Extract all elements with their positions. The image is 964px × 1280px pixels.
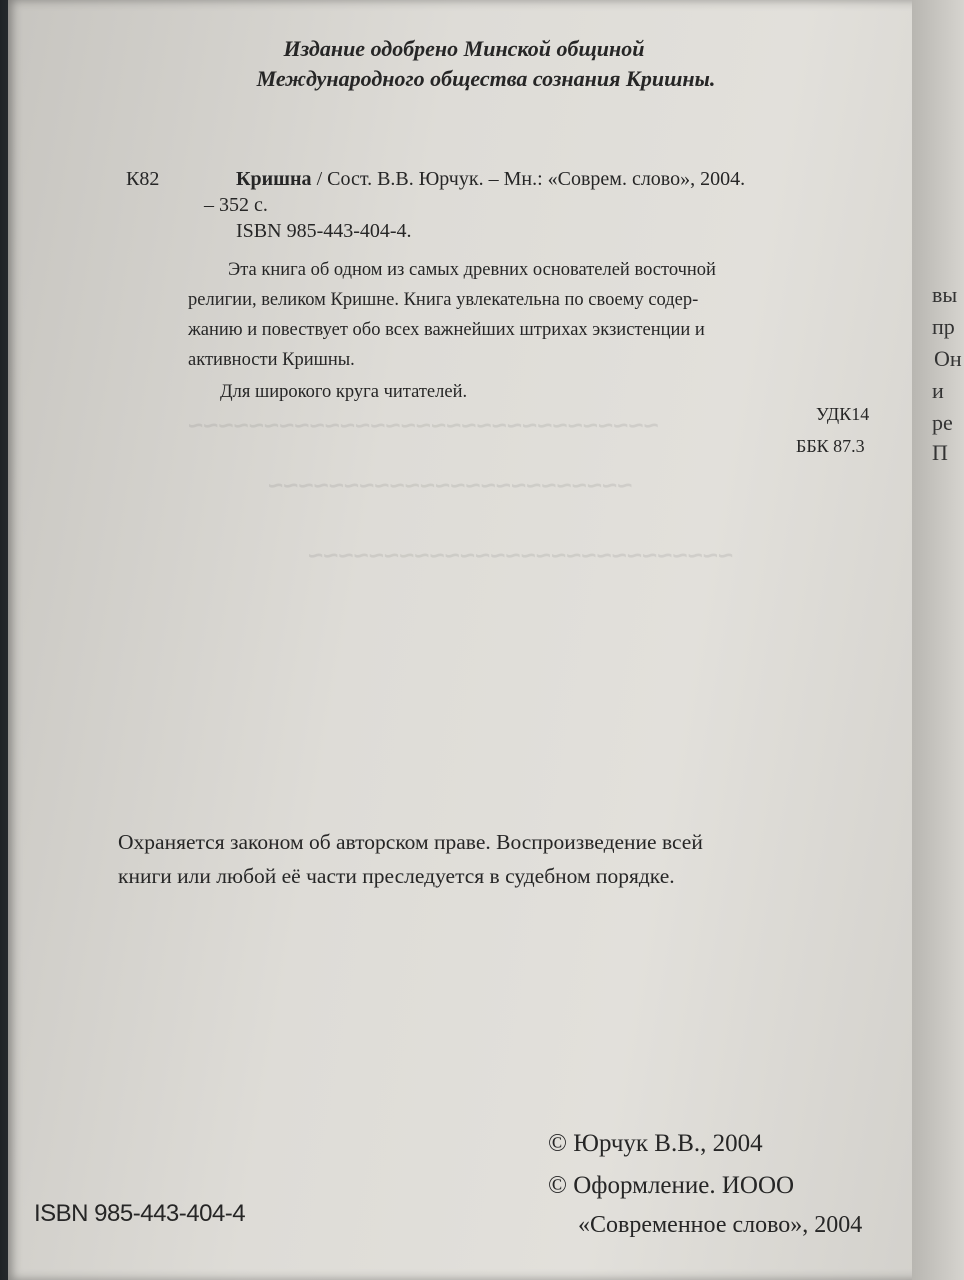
approval-header-line-2: Международного общества сознания Кришны. xyxy=(256,66,716,91)
entry-details: / Сост. В.В. Юрчук. – Мн.: «Соврем. слово», 2004. xyxy=(311,168,746,190)
bleed-through-text: ~~~~~~~~~~~~~~~~~~~~~~~~ xyxy=(268,471,633,501)
book-page xyxy=(8,0,920,1280)
isbn-entry: ISBN 985-443-404-4. xyxy=(236,220,412,242)
copyright-notice-line-2: книги или любой её части преследуется в судебном порядке. xyxy=(118,864,675,888)
page-count: – 352 с. xyxy=(204,194,268,216)
abstract-line-1: Эта книга об одном из самых древних основателей восточной xyxy=(228,260,716,280)
author-copyright: © Юрчук В.В., 2004 xyxy=(548,1130,763,1157)
design-copyright: © Оформление. ИООО xyxy=(548,1172,795,1199)
entry-title: Кришна xyxy=(236,168,312,190)
bbk-code: ББК 87.3 xyxy=(796,436,865,456)
library-code: К82 xyxy=(126,168,160,190)
adjacent-fragment: Он xyxy=(934,346,962,371)
udk-code: УДК14 xyxy=(816,404,870,424)
abstract-line-4: активности Кришны. xyxy=(188,350,355,370)
adjacent-page xyxy=(912,0,964,1280)
copyright-notice-line-1: Охраняется законом об авторском праве. Воспроизведение всей xyxy=(118,830,703,854)
footer-isbn: ISBN 985-443-404-4 xyxy=(34,1200,246,1227)
adjacent-fragment: и xyxy=(932,378,944,403)
audience-note: Для широкого круга читателей. xyxy=(220,382,468,402)
publisher-copyright: «Современное слово», 2004 xyxy=(578,1212,863,1238)
abstract-line-3: жанию и повествует обо всех важнейших штрихах экзистенции и xyxy=(188,320,705,340)
approval-header-line-1: Издание одобрено Минской общиной xyxy=(283,36,645,61)
bibliographic-entry xyxy=(236,168,745,191)
adjacent-fragment: пр xyxy=(932,314,955,339)
adjacent-fragment: ре xyxy=(932,410,953,435)
bleed-through-text: ~~~~~~~~~~~~~~~~~~~~~~~~~~~~~~~ xyxy=(188,411,659,441)
adjacent-fragment: П xyxy=(932,440,948,465)
adjacent-fragment: вы xyxy=(932,282,958,307)
bleed-through-text: ~~~~~~~~~~~~~~~~~~~~~~~~~~~~ xyxy=(308,541,734,571)
abstract-line-2: религии, великом Кришне. Книга увлекательна по своему содер- xyxy=(188,290,699,310)
